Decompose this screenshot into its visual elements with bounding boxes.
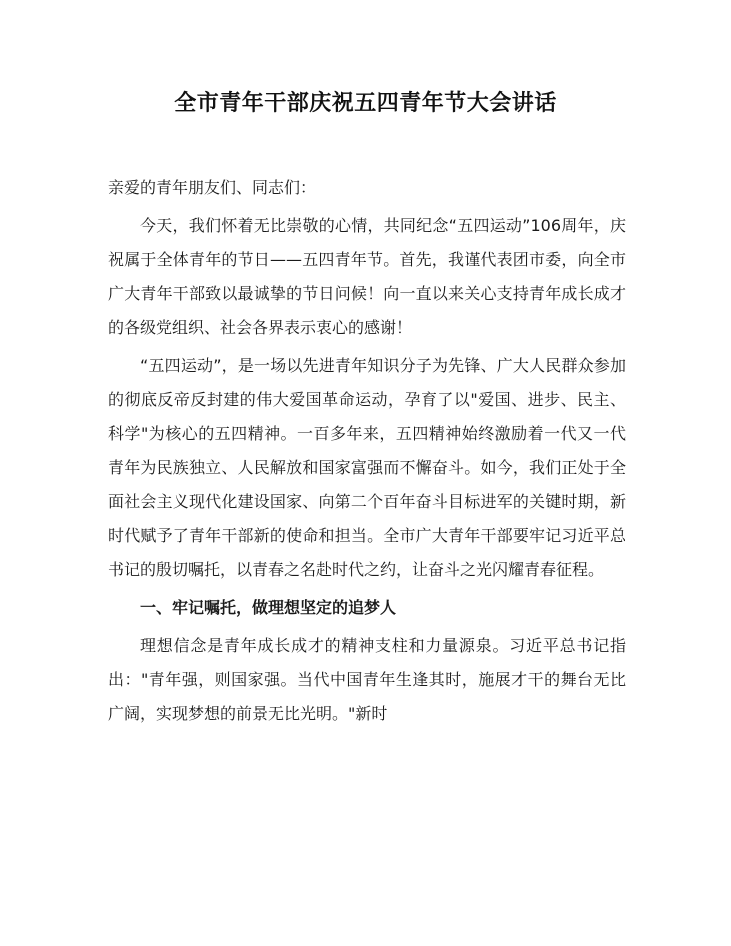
paragraph-opening: 今天，我们怀着无比崇敬的心情，共同纪念“五四运动”106周年，庆祝属于全体青年的节日——五四青年节。首先，我谨代表团市委，向全市广大青年干部致以最诚挚的节日问候！向一直以来关心支持青年成长成才的各级党组织、社会各界表示衷心的感谢！ [108, 216, 626, 337]
section-heading-1: 一、牢记嘱托，做理想坚定的追梦人 [140, 598, 397, 617]
salutation: 亲爱的青年朋友们、同志们： [108, 178, 317, 197]
document-title: 全市青年干部庆祝五四青年节大会讲话 [174, 91, 557, 116]
paragraph-may-fourth: “五四运动”，是一场以先进青年知识分子为先锋、广大人民群众参加的彻底反帝反封建的伟大爱国革命运动，孕育了以"爱国、进步、民主、科学"为核心的五四精神。一百多年来，五四精神始终激励着一代又一代青年为民族独立、人民解放和国家富强而不懈奋斗。如今，我们正处于全面社会主义现代化建设国家、向第二个百年奋斗目标进军的关键时期，新时代赋予了青年干部新的使命和担当。全市广大青年干部要牢记习近平总书记的殷切嘱托，以青春之名赴时代之约，让奋斗之光闪耀青春征程。 [108, 356, 626, 579]
paragraph-section-1: 理想信念是青年成长成才的精神支柱和力量源泉。习近平总书记指出："青年强，则国家强。当代中国青年生逢其时，施展才干的舞台无比广阔，实现梦想的前景无比光明。"新时 [108, 636, 626, 723]
document-body [108, 171, 626, 731]
